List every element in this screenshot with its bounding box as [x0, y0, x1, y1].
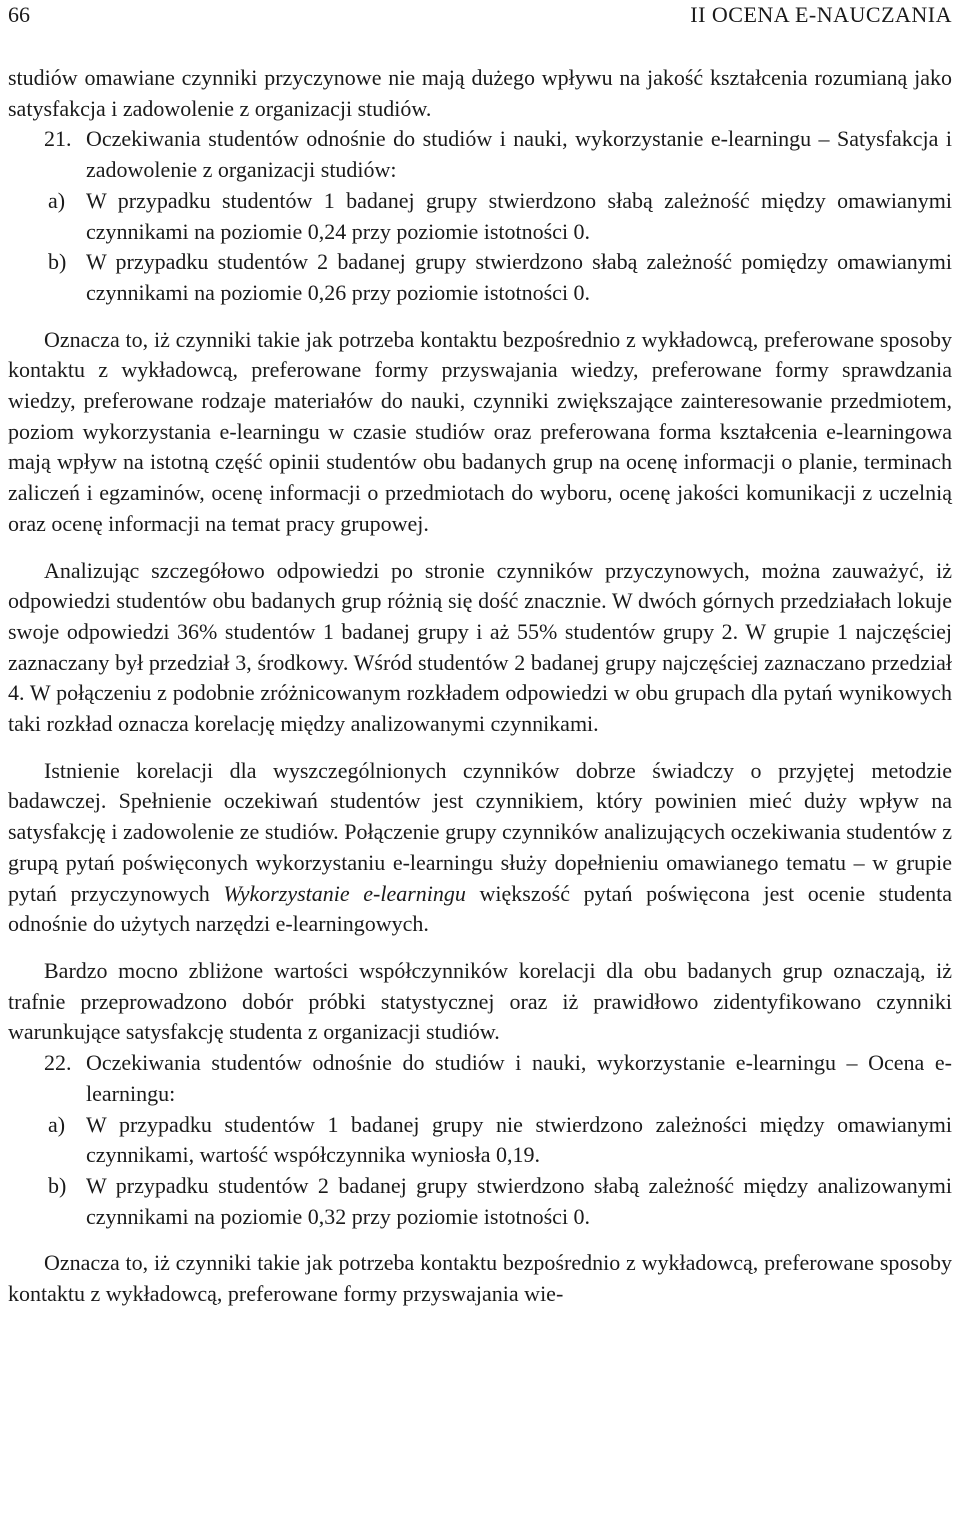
sub-item-label: b) [48, 1172, 67, 1198]
sub-item-22a [8, 1110, 952, 1171]
paragraph: Bardzo mocno zbliżone wartości współczynników korelacji dla obu badanych grup oznaczają, iż trafnie przeprowadzono dobór próbki statystycznej oraz iż prawidłowo zidentyfikowano czynniki warunkujące satysfakcję studenta z organizacji studiów. [8, 957, 952, 1045]
item-text: Oczekiwania studentów odnośnie do studiów i nauki, wykorzystanie e-learningu – Satysfakcja i zadowolenie z organizacji studiów: [86, 126, 952, 183]
sub-item-22b [8, 1171, 952, 1232]
paragraph-text: Istnienie korelacji dla wyszczególnionych czynników dobrze świadczy o przyjętej metodzie badawczej. Spełnienie oczekiwań studentów jest czynnikiem, który powinien mieć duży wpływ na satysfakcję i zadowolenie ze studiów. Połączenie grupy czynników analizujących oczekiwania studentów z grupą pytań poświęconych wykorzystaniu e-learningu służy dopełnieniu omawianego tematu – w grupie pytań przyczynowych [8, 757, 952, 906]
paragraph: Oznacza to, iż czynniki takie jak potrzeba kontaktu bezpośrednio z wykładowcą, preferowane sposoby kontaktu z wykładowcą, preferowane formy przyswajania wie- [8, 1250, 952, 1307]
page-header [8, 0, 952, 30]
sub-item-21a [8, 186, 952, 247]
paragraph-text: większość pytań poświęcona jest ocenie studenta odnośnie do użytych narzędzi e-learningowych. [8, 880, 953, 937]
sub-item-label: a) [48, 187, 66, 213]
paragraph-continuation: studiów omawiane czynniki przyczynowe nie mają dużego wpływu na jakość kształcenia rozumianą jako satysfakcja i zadowolenie z organizacji studiów. [8, 65, 952, 121]
sub-item-label: a) [48, 1111, 66, 1137]
sub-item-text: W przypadku studentów 1 badanej grupy stwierdzono słabą zależność między omawianymi czynnikami na poziomie 0,24 przy poziomie istotności 0. [86, 187, 952, 244]
numbered-item-22 [8, 1048, 952, 1109]
item-text: Oczekiwania studentów odnośnie do studiów i nauki, wykorzystanie e-learningu – Ocena e-learningu: [86, 1050, 952, 1106]
paragraph: Analizując szczegółowo odpowiedzi po stronie czynników przyczynowych, można zauważyć, iż odpowiedzi studentów obu badanych grup różnią się dość znacznie. W dwóch górnych przedziałach lokuje swoje odpowiedzi 36% studentów 1 badanej grupy i aż 55% studentów grupy 2. W grupie 1 najczęściej zaznaczany był przedział 3, środkowy. Wśród studentów 2 badanej grupy najczęściej zaznaczano przedział 4. W połączeniu z podobnie zróżnicowanym rozkładem odpowiedzi w obu grupach dla pytań wynikowych taki rozkład oznacza korelację między analizowanymi czynnikami. [8, 557, 952, 737]
numbered-item-21 [8, 124, 952, 185]
sub-item-text: W przypadku studentów 1 badanej grupy nie stwierdzono zależności między omawianymi czynnikami, wartość współczynnika wyniosła 0,19. [86, 1111, 952, 1168]
sub-item-text: W przypadku studentów 2 badanej grupy stwierdzono słabą zależność pomiędzy omawianymi czynnikami na poziomie 0,26 przy poziomie istotności 0. [86, 249, 952, 305]
italic-term: Wykorzystanie e-learningu [223, 880, 466, 906]
paragraph [8, 756, 952, 940]
sub-item-21b [8, 247, 952, 308]
sub-item-label: b) [48, 249, 67, 275]
item-number: 21. [44, 126, 72, 152]
paragraph: Oznacza to, iż czynniki takie jak potrzeba kontaktu bezpośrednio z wykładowcą, preferowane sposoby kontaktu z wykładowcą, preferowane formy przyswajania wiedzy, preferowane formy sprawdzania wiedzy, preferowane rodzaje materiałów do nauki, czynniki zwiększające zainteresowanie przedmiotem, poziom wykorzystania e-learningu w czasie studiów oraz preferowana forma kształcenia e-learningowa mają wpływ na istotną część opinii studentów obu badanych grup na ocenę informacji o planie, terminach zaliczeń i egzaminów, ocenę informacji o przedmiotach do wyboru, ocenę jakości komunikacji z uczelnią oraz ocenę informacji na temat pracy grupowej. [8, 326, 952, 536]
sub-item-text: W przypadku studentów 2 badanej grupy stwierdzono słabą zależność między analizowanymi czynnikami na poziomie 0,32 przy poziomie istotności 0. [86, 1172, 952, 1229]
section-title: II OCENA E-NAUCZANIA [690, 2, 952, 27]
page-body [8, 63, 952, 1310]
page-number: 66 [8, 2, 30, 27]
item-number: 22. [44, 1050, 72, 1076]
